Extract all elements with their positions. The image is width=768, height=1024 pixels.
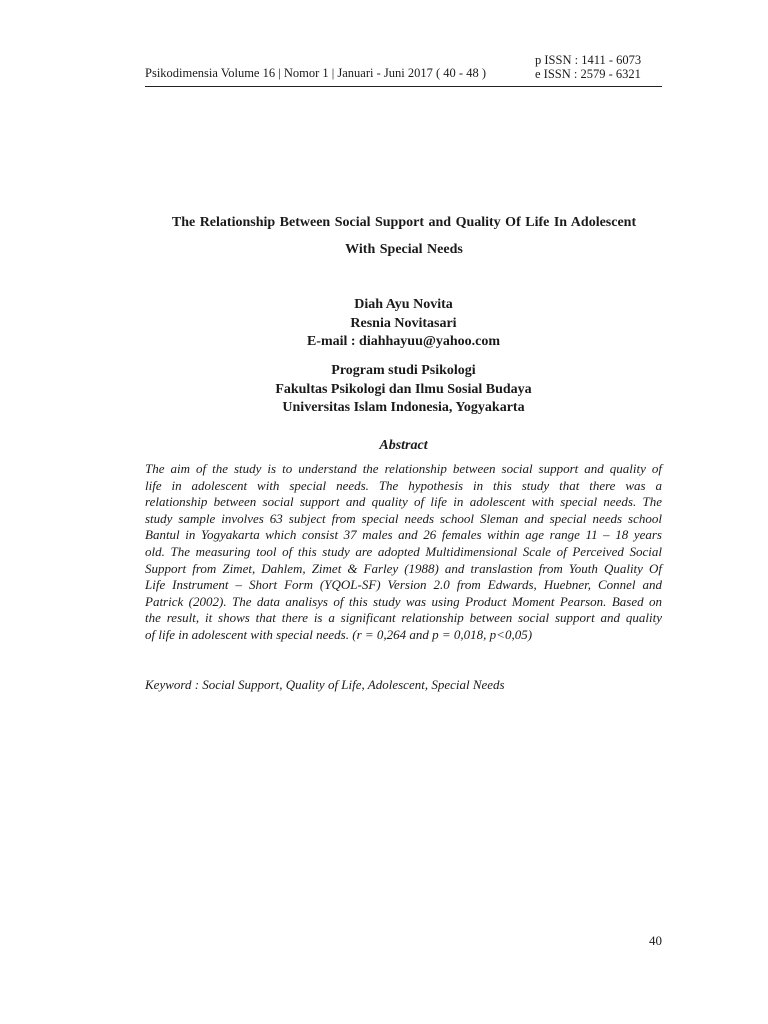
abstract-line: Patrick (2002). The data analisys of this study was using Product Moment Pearson. Based on <box>145 593 662 609</box>
abstract-body <box>145 461 662 644</box>
author-name: Resnia Novitasari <box>350 315 457 331</box>
header-divider <box>145 86 662 87</box>
title-line-2: With Special Needs <box>345 242 463 257</box>
affiliation-block <box>145 362 662 418</box>
p-issn: p ISSN : 1411 - 6073 <box>535 53 642 67</box>
author-block <box>145 296 662 352</box>
issn-block <box>535 53 641 81</box>
author-name: Diah Ayu Novita <box>354 297 453 312</box>
abstract-line: the result, it shows that there is a significant relationship between social support and quality <box>145 610 662 626</box>
abstract-line: study sample involves 63 subject from special needs school Sleman and special needs school <box>145 510 662 526</box>
abstract-line: of life in adolescent with special needs. (r = 0,264 and p = 0,018, p<0,05) <box>145 626 533 642</box>
affiliation-line: Program studi Psikologi <box>331 363 476 378</box>
abstract-line: Life Instrument – Short Form (YQOL-SF) Version 2.0 from Edwards, Huebner, Connel and <box>145 577 662 593</box>
journal-header: Psikodimensia Volume 16 | Nomor 1 | Januari - Juni 2017 ( 40 - 48 ) <box>145 66 486 80</box>
author-email: E-mail : diahhayuu@yahoo.com <box>306 334 501 349</box>
abstract-line: The aim of the study is to understand the relationship between social support and quality of <box>145 461 662 476</box>
affiliation-line: Fakultas Psikologi dan Ilmu Sosial Budaya <box>275 381 532 397</box>
abstract-line: Support from Zimet, Dahlem, Zimet & Farley (1988) and translastion from Youth Quality Of <box>145 560 662 576</box>
abstract-line: life in adolescent with special needs. The hypothesis in this study that there was a <box>145 477 662 493</box>
e-issn: e ISSN : 2579 - 6321 <box>535 67 641 81</box>
paper-title <box>120 209 688 263</box>
abstract-heading: Abstract <box>379 438 428 453</box>
page-number: 40 <box>649 933 662 948</box>
abstract-line: relationship between social support and quality of life in adolescent with special needs. The <box>145 494 662 510</box>
abstract-line: Bantul in Yogyakarta which consist 37 males and 26 females within age range 11 – 18 years <box>145 527 662 543</box>
title-line-1: The Relationship Between Social Support and Quality Of Life In Adolescent <box>171 215 637 230</box>
affiliation-line: Universitas Islam Indonesia, Yogyakarta <box>282 400 525 415</box>
abstract-line: old. The measuring tool of this study are adopted Multidimensional Scale of Perceived Social <box>145 543 662 559</box>
keywords: Keyword : Social Support, Quality of Life, Adolescent, Special Needs <box>145 677 505 692</box>
